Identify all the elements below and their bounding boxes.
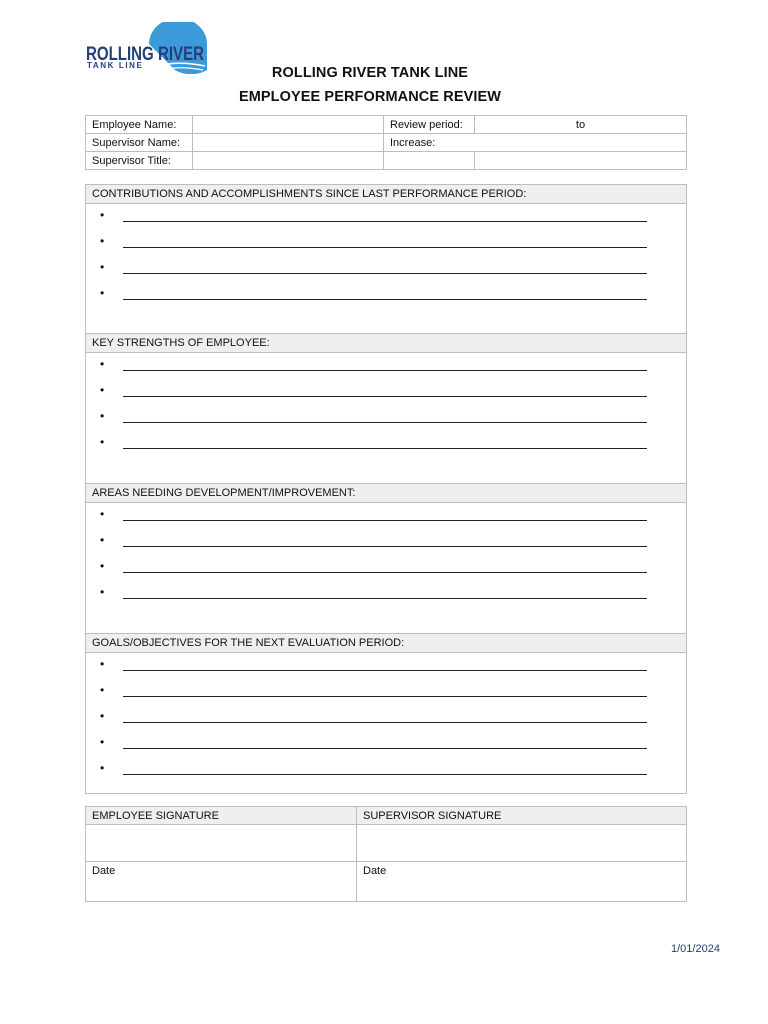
bullet-icon: • [100, 208, 105, 222]
review-period-to: to [575, 118, 586, 131]
answer-line[interactable] [123, 546, 647, 547]
answer-line[interactable] [123, 247, 647, 248]
list-item [86, 431, 686, 457]
bullet-icon: • [100, 357, 105, 371]
list-item [86, 353, 686, 379]
supervisor-date-label: Date [363, 865, 387, 877]
supervisor-name-field[interactable] [193, 134, 384, 152]
table-row [86, 862, 687, 902]
supervisor-date-field[interactable] [357, 862, 687, 902]
list-item [86, 379, 686, 405]
bullet-icon: • [100, 435, 105, 449]
answer-line[interactable] [123, 696, 647, 697]
table-row [86, 116, 687, 134]
bullet-icon: • [100, 735, 105, 749]
review-period-field[interactable] [475, 116, 687, 134]
bullet-icon: • [100, 383, 105, 397]
logo-sub-text: TANK LINE [87, 61, 144, 70]
bullet-icon: • [100, 657, 105, 671]
bullet-icon: • [100, 507, 105, 521]
list-item [86, 204, 686, 230]
answer-line[interactable] [123, 774, 647, 775]
employee-name-label: Employee Name: [86, 116, 193, 134]
section-body [86, 353, 686, 483]
section-body [86, 204, 686, 333]
blank-cell[interactable] [384, 152, 475, 170]
answer-line[interactable] [123, 299, 647, 300]
list-item [86, 503, 686, 529]
list-item [86, 653, 686, 679]
bullet-icon: • [100, 761, 105, 775]
list-item [86, 581, 686, 607]
bullet-icon: • [100, 234, 105, 248]
section-heading: KEY STRENGTHS OF EMPLOYEE: [86, 333, 686, 353]
list-item [86, 731, 686, 757]
section-heading: AREAS NEEDING DEVELOPMENT/IMPROVEMENT: [86, 483, 686, 503]
bullet-icon: • [100, 709, 105, 723]
review-section [86, 483, 686, 633]
employee-signature-label: EMPLOYEE SIGNATURE [86, 807, 357, 825]
table-row [86, 152, 687, 170]
bullet-icon: • [100, 683, 105, 697]
increase-field[interactable] [384, 134, 687, 152]
review-section [86, 185, 686, 333]
supervisor-title-label: Supervisor Title: [86, 152, 193, 170]
bullet-icon: • [100, 533, 105, 547]
employee-date-label: Date [92, 865, 116, 877]
review-section [86, 333, 686, 483]
answer-line[interactable] [123, 221, 647, 222]
answer-line[interactable] [123, 520, 647, 521]
answer-line[interactable] [123, 422, 647, 423]
bullet-icon: • [100, 585, 105, 599]
increase-label: Increase: [390, 136, 436, 149]
answer-line[interactable] [123, 572, 647, 573]
section-body [86, 653, 686, 793]
table-row [86, 134, 687, 152]
answer-line[interactable] [123, 670, 647, 671]
list-item [86, 705, 686, 731]
answer-line[interactable] [123, 396, 647, 397]
table-row [86, 825, 687, 862]
review-section [86, 633, 686, 793]
list-item [86, 405, 686, 431]
bullet-icon: • [100, 260, 105, 274]
table-row [86, 807, 687, 825]
review-period-label: Review period: [384, 116, 475, 134]
bullet-icon: • [100, 559, 105, 573]
answer-line[interactable] [123, 448, 647, 449]
section-heading: CONTRIBUTIONS AND ACCOMPLISHMENTS SINCE LAST PERFORMANCE PERIOD: [86, 185, 686, 204]
employee-name-field[interactable] [193, 116, 384, 134]
company-name-heading: ROLLING RIVER TANK LINE [271, 65, 469, 81]
supervisor-signature-field[interactable] [357, 825, 687, 862]
bullet-icon: • [100, 409, 105, 423]
list-item [86, 529, 686, 555]
list-item [86, 282, 686, 308]
list-item [86, 757, 686, 783]
supervisor-signature-label: SUPERVISOR SIGNATURE [357, 807, 687, 825]
answer-line[interactable] [123, 722, 647, 723]
footer-date: 1/01/2024 [671, 943, 720, 955]
answer-line[interactable] [123, 598, 647, 599]
employee-signature-field[interactable] [86, 825, 357, 862]
answer-line[interactable] [123, 370, 647, 371]
section-heading: GOALS/OBJECTIVES FOR THE NEXT EVALUATION PERIOD: [86, 633, 686, 653]
review-sections [85, 184, 687, 794]
form-title-heading: EMPLOYEE PERFORMANCE REVIEW [238, 89, 502, 105]
signature-table [85, 806, 687, 902]
bullet-icon: • [100, 286, 105, 300]
answer-line[interactable] [123, 273, 647, 274]
supervisor-title-field[interactable] [193, 152, 384, 170]
employee-info-table [85, 115, 687, 170]
logo-main-text: ROLLING RIVER [86, 44, 205, 65]
list-item [86, 230, 686, 256]
list-item [86, 679, 686, 705]
answer-line[interactable] [123, 748, 647, 749]
list-item [86, 555, 686, 581]
employee-date-field[interactable] [86, 862, 357, 902]
section-body [86, 503, 686, 633]
supervisor-name-label: Supervisor Name: [86, 134, 193, 152]
blank-cell[interactable] [475, 152, 687, 170]
list-item [86, 256, 686, 282]
